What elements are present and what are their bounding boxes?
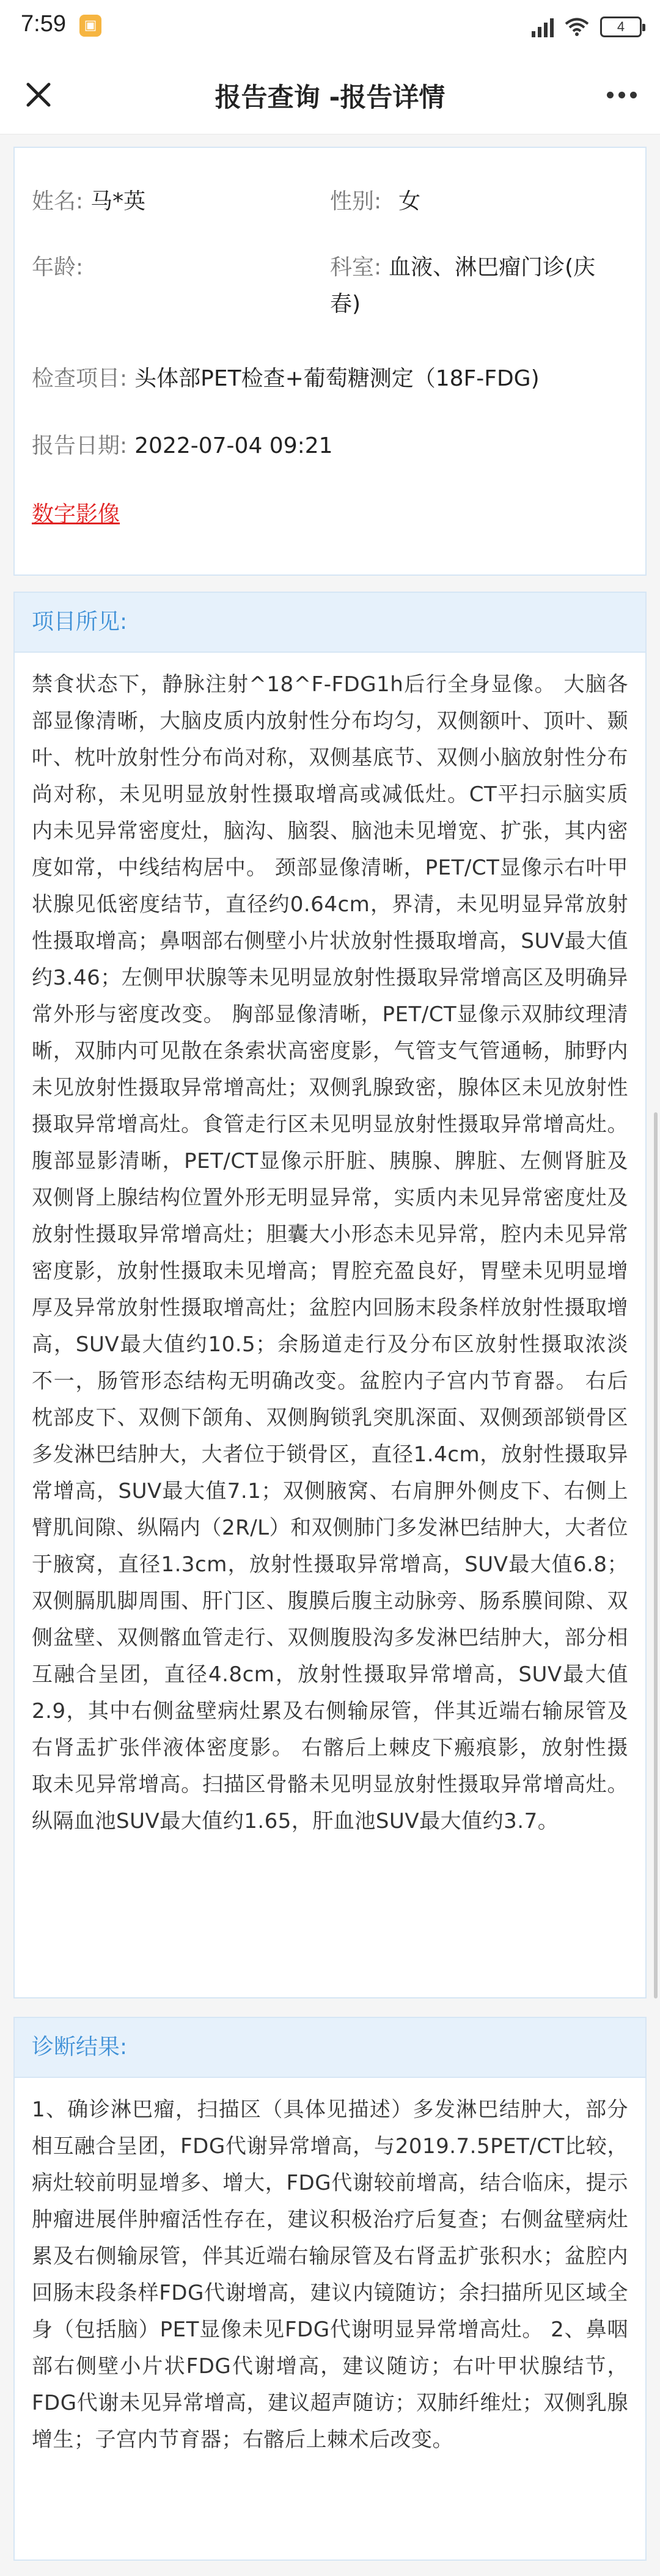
- patient-info-card: [13, 147, 647, 576]
- patient-age-label: 年龄:: [32, 255, 84, 280]
- patient-dept-value: 血液、淋巴瘤门诊(庆: [389, 255, 596, 280]
- app-notification-icon: ▣: [79, 15, 101, 37]
- patient-name-field: [32, 183, 145, 220]
- patient-name-label: 姓名:: [32, 189, 84, 214]
- exam-item-label: 检查项目:: [32, 366, 128, 391]
- diagnosis-text: 1、确诊淋巴瘤，扫描区（具体见描述）多发淋巴结肿大，部分相互融合呈团，FDG代谢异常增高，与2019.7.5PET/CT比较，病灶较前明显增多、增大，FDG代谢较前增高，结合临床，提示肿瘤进展伴肿瘤活性存在，建议积极治疗后复查；右侧盆壁病灶累及右侧输尿管，伴其近端右输尿管及右肾盂扩张积水；盆腔内回肠末段条样FDG代谢增高，建议内镜随访；余扫描所见区域全身（包括脑）PET显像未见FDG代谢明显异常增高灶。 2、鼻咽部右侧壁小片状FDG代谢增高，建议随访；右叶甲状腺结节，FDG代谢未见异常增高，建议超声随访；双肺纤维灶；双侧乳腺增生；子宫内节育器；右髂后上棘术后改变。: [32, 2097, 628, 2452]
- findings-text: 禁食状态下，静脉注射^18^F-FDG1h后行全身显像。 大脑各部显像清晰，大脑皮质内放射性分布均匀，双侧额叶、顶叶、颞叶、枕叶放射性分布尚对称，双侧基底节、双侧小脑放射性分布尚对称，未见明显放射性摄取增高或减低灶。CT平扫示脑实质内未见异常密度灶，脑沟、脑裂、脑池未见增宽、扩张，其内密度如常，中线结构居中。 颈部显像清晰，PET/CT显像示右叶甲状腺见低密度结节，直径约0.64cm，界清，未见明显异常放射性摄取增高；鼻咽部右侧壁小片状放射性摄取增高，SUV最大值约3.46；左侧甲状腺等未见明显放射性摄取异常增高区及明确异常外形与密度改变。 胸部显像清晰，PET/CT显像示双肺纹理清晰，双肺内可见散在条索状高密度影，气管支气管通畅，肺野内未见放射性摄取异常增高灶；双侧乳腺致密，腺体区未见放射性摄取异常增高灶。食管走行区未见明显放射性摄取异常增高灶。 腹部显影清晰，PET/CT显像示肝脏、胰腺、脾脏、左侧肾脏及双侧肾上腺结构位置外形无明显异常，实质内未见异常密度灶及放射性摄取异常增高灶；胆囊大小形态未见异常，腔内未见异常密度影，放射性摄取未见增高；胃腔充盈良好，胃壁未见明显增厚及异常放射性摄取增高灶；盆腔内回肠末段条样放射性摄取增高，SUV最大值约10.5；余肠道走行及分布区放射性摄取浓淡不一，肠管形态结构无明确改变。盆腔内子宫内节育器。 右后枕部皮下、双侧下颌角、双侧胸锁乳突肌深面、双侧颈部锁骨区多发淋巴结肿大，大者位于锁骨区，直径1.4cm，放射性摄取异常增高，SUV最大值7.1；双侧腋窝、右肩胛外侧皮下、右侧上臂肌间隙、纵隔内（2R/L）和双侧肺门多发淋巴结肿大，大者位于腋窝，直径1.3cm，放射性摄取异常增高，SUV最大值6.8；双侧膈肌脚周围、肝门区、腹膜后腹主动脉旁、肠系膜间隙、双侧盆壁、双侧髂血管走行、双侧腹股沟多发淋巴结肿大，部分相互融合呈团，直径4.8cm，放射性摄取异常增高，SUV最大值2.9，其中右侧盆壁病灶累及右侧输尿管，伴其近端右输尿管及右肾盂扩张伴液体密度影。 右髂后上棘皮下瘢痕影，放射性摄取未见异常增高。扫描区骨骼未见明显放射性摄取异常增高灶。 纵隔血池SUV最大值约1.65，肝血池SUV最大值约3.7。: [32, 672, 628, 1833]
- findings-card: [13, 592, 647, 1998]
- patient-age-field: [32, 249, 83, 286]
- diagnosis-card: [13, 2017, 647, 2561]
- scrollbar[interactable]: [654, 1112, 658, 1998]
- patient-dept-field: [330, 249, 636, 323]
- patient-dept-label: 科室:: [330, 255, 382, 280]
- cellular-signal-icon: [532, 17, 554, 37]
- status-time: 7:59: [21, 11, 66, 37]
- exam-item-value: 头体部PET检查+葡萄糖测定（18F-FDG): [134, 366, 540, 391]
- patient-gender-label: 性别:: [330, 189, 382, 214]
- patient-gender-value: 女: [398, 189, 421, 214]
- patient-name-value: 马*英: [90, 189, 146, 214]
- report-date-value: 2022-07-04 09:21: [134, 433, 333, 458]
- wifi-icon: [565, 17, 589, 37]
- patient-gender-field: [330, 183, 420, 220]
- page-title: 报告查询 -报告详情: [215, 83, 446, 113]
- exam-item-field: [32, 361, 540, 397]
- status-bar: [0, 0, 660, 55]
- patient-dept-value-cont: 春): [330, 292, 361, 317]
- diagnosis-header: 诊断结果:: [15, 2018, 645, 2078]
- report-date-field: [32, 428, 333, 464]
- findings-header: 项目所见:: [15, 593, 645, 653]
- status-indicators: [532, 13, 642, 40]
- digital-image-link[interactable]: 数字影像: [32, 502, 120, 527]
- nav-bar: [0, 55, 660, 134]
- battery-icon: 4: [600, 17, 642, 37]
- more-icon[interactable]: [600, 79, 643, 110]
- report-date-label: 报告日期:: [32, 433, 128, 458]
